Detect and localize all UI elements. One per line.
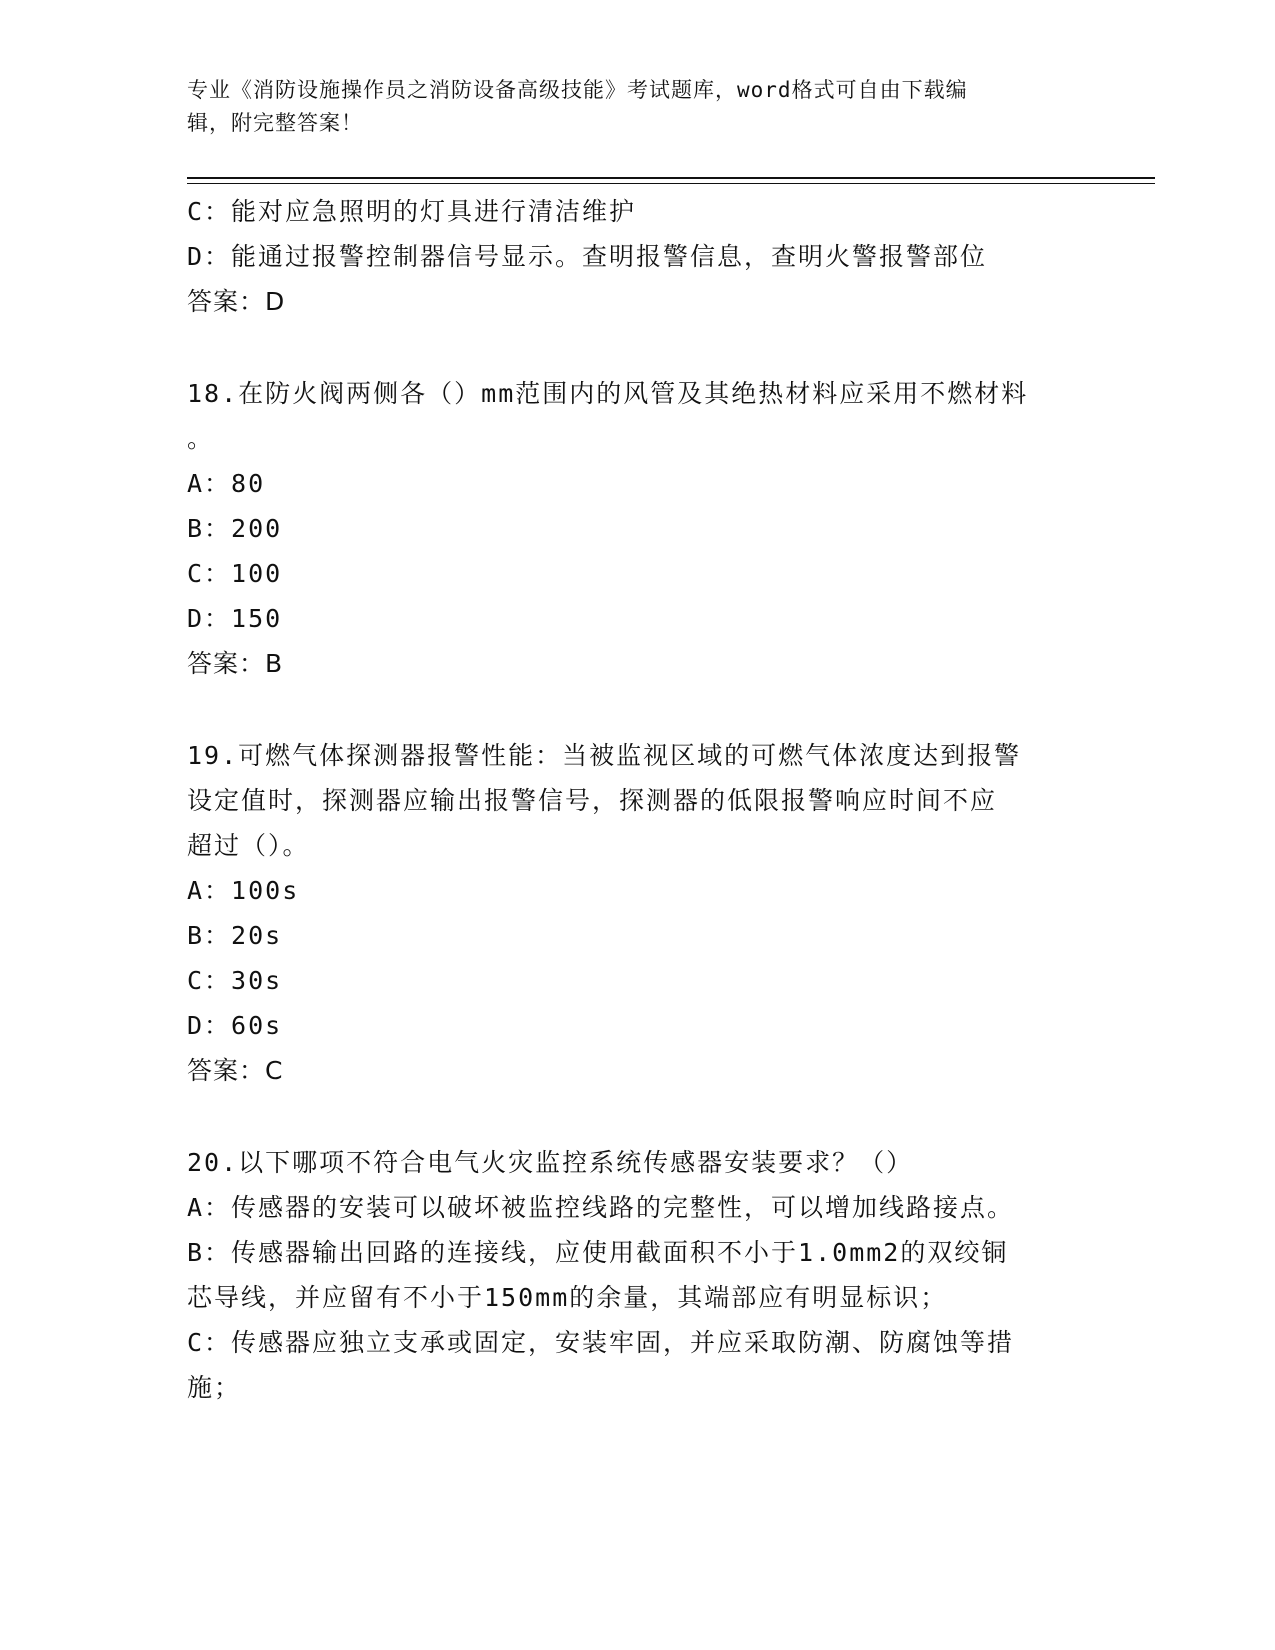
page-header bbox=[187, 74, 1067, 140]
option-c-continued: 施； bbox=[187, 1373, 242, 1402]
option-d: D：能通过报警控制器信号显示。查明报警信息，查明火警报警部位 bbox=[187, 242, 988, 271]
question-stem: 19.可燃气体探测器报警性能：当被监视区域的可燃气体浓度达到报警 bbox=[187, 741, 1022, 770]
question-stem: 。 bbox=[187, 424, 215, 453]
question-stem: 设定值时，探测器应输出报警信号，探测器的低限报警响应时间不应 bbox=[187, 786, 998, 815]
option-d: D：150 bbox=[187, 604, 283, 633]
answer: 答案：C bbox=[187, 1056, 284, 1085]
option-b: B：20s bbox=[187, 921, 283, 950]
spacer bbox=[187, 324, 1067, 371]
header-line-1: 专业《消防设施操作员之消防设备高级技能》考试题库，word格式可自由下载编 bbox=[187, 78, 968, 102]
option-b-continued: 芯导线，并应留有不小于150mm的余量，其端部应有明显标识； bbox=[187, 1283, 948, 1312]
answer: 答案：D bbox=[187, 287, 286, 316]
option-c: C：传感器应独立支承或固定，安装牢固，并应采取防潮、防腐蚀等措 bbox=[187, 1328, 1015, 1357]
question-body bbox=[187, 189, 1067, 1410]
option-d: D：60s bbox=[187, 1011, 283, 1040]
option-c: C：30s bbox=[187, 966, 283, 995]
spacer bbox=[187, 686, 1067, 733]
question-17-tail bbox=[187, 189, 1067, 324]
question-stem: 超过（）。 bbox=[187, 831, 310, 860]
question-18 bbox=[187, 371, 1067, 686]
question-stem: 18.在防火阀两侧各（）mm范围内的风管及其绝热材料应采用不燃材料 bbox=[187, 379, 1029, 408]
spacer bbox=[187, 1093, 1067, 1140]
answer: 答案：B bbox=[187, 649, 284, 678]
option-a: A：80 bbox=[187, 469, 266, 498]
header-divider-thin bbox=[187, 183, 1155, 184]
option-c: C：能对应急照明的灯具进行清洁维护 bbox=[187, 197, 637, 226]
header-line-2: 辑，附完整答案！ bbox=[187, 111, 363, 135]
option-a: A：100s bbox=[187, 876, 300, 905]
option-b: B：传感器输出回路的连接线，应使用截面积不小于1.0mm2的双绞铜 bbox=[187, 1238, 1009, 1267]
question-20 bbox=[187, 1140, 1067, 1410]
option-b: B：200 bbox=[187, 514, 283, 543]
question-stem: 20.以下哪项不符合电气火灾监控系统传感器安装要求？（） bbox=[187, 1148, 914, 1177]
option-a: A：传感器的安装可以破坏被监控线路的完整性，可以增加线路接点。 bbox=[187, 1193, 1015, 1222]
option-c: C：100 bbox=[187, 559, 283, 588]
header-divider-thick bbox=[187, 177, 1155, 179]
question-19 bbox=[187, 733, 1067, 1093]
